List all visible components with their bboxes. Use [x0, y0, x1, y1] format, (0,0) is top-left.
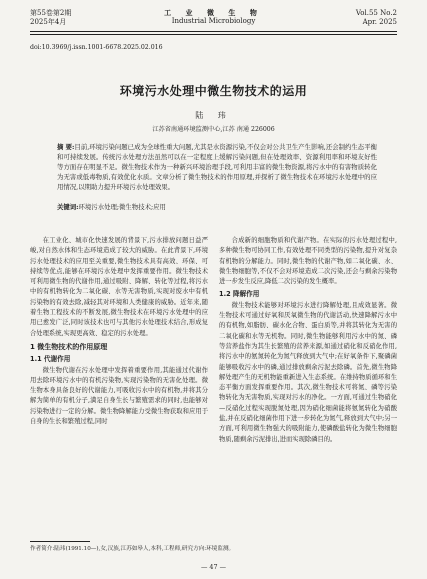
volume-cn: 第55卷第2期 — [30, 9, 72, 17]
intro-paragraph: 在工业化、城市化快速发展的背景下,污水排放问题日益严峻,对自然水体和生态环境造成了较大的威胁。在此背景下,环境污水处理技术的应用至关重要,微生物技术具有高效、环保、可持续等优点,能够在环境污水处理中发挥重要作用。微生物技术可利用微生物的代谢作用,通过吸附、降解、转化等过程,将污水中的有机物转化为二氧化碳、水等无害物质,实现对废水中有机污染物的有效去除,减轻其对环境和人类健康的威胁。近年来,随着生物工程技术的不断发展,微生物技术在环境污水处理中的应用已愈发广泛,同时该技术也可与其他污水处理技术结合,形成复合处理系统,实现更高效、稳定的污水处理。 — [30, 237, 208, 337]
subsection-heading-1-2: 1.2 降解作用 — [219, 290, 260, 299]
metabolism-paragraph-cont: 合成新的细胞物质和代谢产物。在实际的污水处理过程中,多种微生物可协同工作,有效处理不同类型的污染物,提升对复杂有机物的分解能力。同时,微生物的代谢产物,如二氧化碳、水、微生物细胞等,不仅不会对环境造成二次污染,还会与剩余污染物进一步发生反应,降低二次污染的发生概率。 — [219, 237, 397, 286]
body-column-right — [219, 236, 397, 445]
journal-name-en: Industrial Microbiology — [171, 17, 256, 25]
journal-name-cn: 工 业 微 生 物 — [164, 8, 263, 17]
date-en: Apr. 2025 — [362, 18, 397, 26]
header-rule-thin — [30, 34, 397, 35]
article-title: 环境污水处理中微生物技术的运用 — [119, 84, 308, 98]
keywords-label: 关键词: — [57, 203, 79, 211]
author-footnote: 作者简介:陆玮(1991.10—),女,汉族,江苏如皋人,本科,工程师,研究方向:环境监测。 — [30, 546, 235, 552]
metabolism-paragraph: 微生物代谢在污水处理中发挥着重要作用,其能通过代谢作用去除环境污水中的有机污染物,实现污染物的无害化处理。微生物本身具备良好的代谢能力,可吸收污水中的有机物,并将其分解为简单的有机分子,満足自身生长与繁殖需求的同时,也能够对污染物进行一定的分解。微生物降解能力受微生物获取和应用于自身的生长和繁殖过程,同时 — [30, 366, 208, 426]
keywords — [57, 202, 377, 212]
keywords-text: 环境污水处理;微生物技术;应用 — [78, 203, 166, 211]
subsection-heading-1-1: 1.1 代谢作用 — [30, 355, 71, 364]
author: 陆 玮 — [195, 111, 232, 120]
affiliation: 江苏省南通环境监测中心,江苏 南通 226006 — [152, 126, 275, 133]
page-number: — 47 — — [201, 563, 226, 571]
doi[interactable]: doi:10.3969/j.issn.1001-6678.2025.02.016 — [30, 44, 163, 51]
header-rule-thick — [30, 31, 397, 32]
degradation-paragraph: 微生物技术能够对环境污水进行降解处理,且成效显著。微生物技术可通过好氧和厌氧微生物的代谢活动,快速降解污水中的有机物,如脂肪、碳水化合物、蛋白质等,并将其转化为无害的二氧化碳和水等无机物。同时,微生物能够利用污水中的氮、磷等营养盐作为其生长繁殖的营养来源,如通过硝化和反硝化作用,将污水中的氨氮转化为氮气释放到大气中;在好氧条件下,聚磷菌能够吸收污水中的磷,通过排放剩余污泥去除磷。首先,微生物降解处理产生的无机物能重新进入生态系统。在维持物质循环和生态平衡方面发挥重要作用。其次,微生物技术可将氮、磷等污染物转化为无害物质,实现对污水的净化。一方面,可通过生物硝化—反硝化过程实现脱氮处理,因为硝化细菌能将氨氮转化为硝酸盐,并在反硝化细菌作用下进一步转化为氮气,释放到大气中;另一方面,可利用微生物强大的吸附能力,使磷酸盐转化为微生物细胞物质,随剩余污泥排出,进而实现除磷目的。 — [219, 301, 397, 443]
date-cn: 2025年4月 — [30, 18, 67, 26]
abstract-label: 摘 要: — [57, 143, 75, 151]
abstract — [57, 142, 377, 192]
volume-en: Vol.55 No.2 — [355, 9, 397, 17]
body-column-left — [30, 236, 208, 427]
abstract-text: 目前,环境污染问题已成为全球性重大问题,尤其是水资源污染,不仅会对公共卫生产生影响,还会制约生态平衡和可持续发展。传统污水处理方法虽然可以在一定程度上缓解污染问题,但在处理效率、资源利用率和环境友好性等方面存在明显不足。微生物技术作为一种新兴环境治理手段,可利用丰富的微生物资源,将污水中的有害物质转化为无害或低毒物质,有效优化水质。文章分析了微生物技术的作用原理,并探析了微生物技术在环境污水处理中的应用情况,以期助力提升环境污水处理效果。 — [57, 143, 377, 191]
footnote-rule — [30, 541, 90, 542]
header-right — [356, 9, 397, 27]
section-heading-1: 1 微生物技术的作用原理 — [30, 342, 108, 351]
